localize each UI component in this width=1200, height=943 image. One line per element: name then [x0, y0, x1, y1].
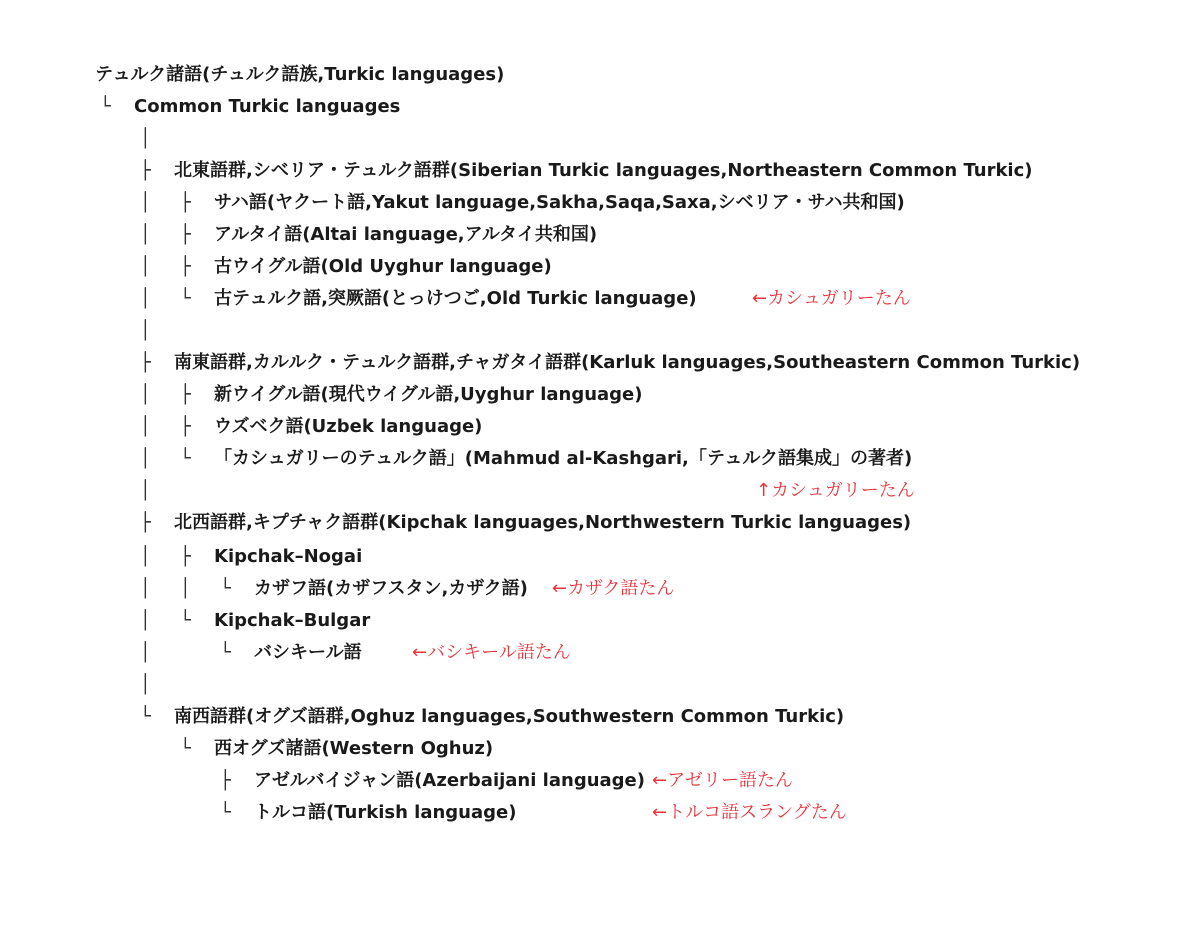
- tree-vertical-connector: │: [140, 448, 151, 469]
- tree-row-root: [0, 62, 1200, 88]
- tree-branch-connector: ├: [180, 416, 191, 437]
- tree-row-uzbek: [0, 414, 1200, 440]
- tree-row-kashgari: [0, 446, 1200, 472]
- tree-row-oghuz: [0, 704, 1200, 730]
- tree-row-kashgari-note: [0, 478, 1200, 504]
- turkish-annotation: ←トルコ語スラングたん: [652, 802, 847, 823]
- kashgari-annotation: ↑カシュガリーたん: [756, 480, 915, 501]
- tree-row-nogai: [0, 544, 1200, 570]
- tree-row-sakha: [0, 190, 1200, 216]
- tree-vertical-connector: │: [140, 674, 151, 695]
- azerbaijani-annotation: ←アゼリー語たん: [652, 770, 793, 791]
- tree-vertical-connector: │: [180, 578, 191, 599]
- tree-vertical-connector: │: [140, 384, 151, 405]
- tree-vertical-connector: │: [140, 320, 151, 341]
- tree-row-kazakh: [0, 576, 1200, 602]
- tree-vertical-connector: │: [140, 224, 151, 245]
- tree-last-connector: └: [180, 288, 191, 309]
- karluk-group-label: 南東語群,カルルク・テュルク語群,チャガタイ語群(Karluk languages,Southeastern Common Turkic): [174, 352, 1081, 373]
- tree-branch-connector: ├: [180, 546, 191, 567]
- old-uyghur-label: 古ウイグル語(Old Uyghur language): [214, 256, 552, 277]
- tree-vertical-connector: │: [140, 578, 151, 599]
- tree-last-connector: └: [100, 96, 111, 117]
- tree-branch-connector: ├: [140, 160, 151, 181]
- tree-row-kipchak: [0, 510, 1200, 536]
- tree-vertical-connector: │: [140, 480, 151, 501]
- tree-row-spacer: [0, 318, 1200, 344]
- old-turkic-annotation: ←カシュガリーたん: [752, 288, 911, 309]
- tree-vertical-connector: │: [140, 416, 151, 437]
- tree-vertical-connector: │: [140, 546, 151, 567]
- kashgari-label: 「カシュガリーのテュルク語」(Mahmud al-Kashgari,「テュルク語集成」の著者): [214, 448, 913, 469]
- tree-row-western-oghuz: [0, 736, 1200, 762]
- tree-row-old-uyghur: [0, 254, 1200, 280]
- tree-row-turkish: [0, 800, 1200, 826]
- tree-row-karluk: [0, 350, 1200, 376]
- tree-last-connector: └: [220, 802, 231, 823]
- tree-row-common: [0, 94, 1200, 120]
- tree-last-connector: └: [180, 610, 191, 631]
- tree-branch-connector: ├: [140, 352, 151, 373]
- bashkir-label: バシキール語: [254, 642, 362, 663]
- altai-label: アルタイ語(Altai language,アルタイ共和国): [214, 224, 598, 245]
- oghuz-group-label: 南西語群(オグズ語群,Oghuz languages,Southwestern Common Turkic): [174, 706, 845, 727]
- turkish-label: トルコ語(Turkish language): [254, 802, 517, 823]
- tree-last-connector: └: [220, 642, 231, 663]
- kazakh-annotation: ←カザク語たん: [552, 578, 675, 599]
- tree-branch-connector: ├: [180, 256, 191, 277]
- tree-row-spacer: [0, 672, 1200, 698]
- tree-last-connector: └: [140, 706, 151, 727]
- tree-branch-connector: ├: [180, 192, 191, 213]
- bashkir-annotation: ←バシキール語たん: [412, 642, 571, 663]
- tree-row-old-turkic: [0, 286, 1200, 312]
- root-label: テュルク諸語(チュルク語族,Turkic languages): [95, 64, 505, 85]
- tree-row-altai: [0, 222, 1200, 248]
- old-turkic-label: 古テュルク語,突厥語(とっけつご,Old Turkic language): [214, 288, 697, 309]
- nogai-label: Kipchak–Nogai: [214, 546, 363, 567]
- tree-vertical-connector: │: [140, 610, 151, 631]
- tree-branch-connector: ├: [180, 224, 191, 245]
- tree-vertical-connector: │: [140, 288, 151, 309]
- tree-row-spacer: [0, 126, 1200, 152]
- tree-row-bulgar: [0, 608, 1200, 634]
- kazakh-label: カザフ語(カザフスタン,カザク語): [254, 578, 528, 599]
- tree-vertical-connector: │: [140, 642, 151, 663]
- tree-vertical-connector: │: [140, 192, 151, 213]
- tree-row-uyghur: [0, 382, 1200, 408]
- tree-row-siberian: [0, 158, 1200, 184]
- azerbaijani-label: アゼルバイジャン語(Azerbaijani language): [254, 770, 645, 791]
- tree-last-connector: └: [180, 738, 191, 759]
- siberian-group-label: 北東語群,シベリア・テュルク語群(Siberian Turkic languages,Northeastern Common Turkic): [174, 160, 1033, 181]
- tree-vertical-connector: │: [140, 128, 151, 149]
- uzbek-label: ウズベク語(Uzbek language): [214, 416, 483, 437]
- kipchak-group-label: 北西語群,キプチャク語群(Kipchak languages,Northwestern Turkic languages): [174, 512, 912, 533]
- tree-last-connector: └: [180, 448, 191, 469]
- tree-branch-connector: ├: [140, 512, 151, 533]
- tree-branch-connector: ├: [220, 770, 231, 791]
- sakha-label: サハ語(ヤクート語,Yakut language,Sakha,Saqa,Saxa,シベリア・サハ共和国): [214, 192, 905, 213]
- common-turkic-label: Common Turkic languages: [134, 96, 401, 117]
- tree-vertical-connector: │: [140, 256, 151, 277]
- tree-row-azerbaijani: [0, 768, 1200, 794]
- tree-branch-connector: ├: [180, 384, 191, 405]
- tree-last-connector: └: [220, 578, 231, 599]
- tree-row-bashkir: [0, 640, 1200, 666]
- western-oghuz-label: 西オグズ諸語(Western Oghuz): [214, 738, 494, 759]
- bulgar-label: Kipchak–Bulgar: [214, 610, 371, 631]
- uyghur-label: 新ウイグル語(現代ウイグル語,Uyghur language): [214, 384, 643, 405]
